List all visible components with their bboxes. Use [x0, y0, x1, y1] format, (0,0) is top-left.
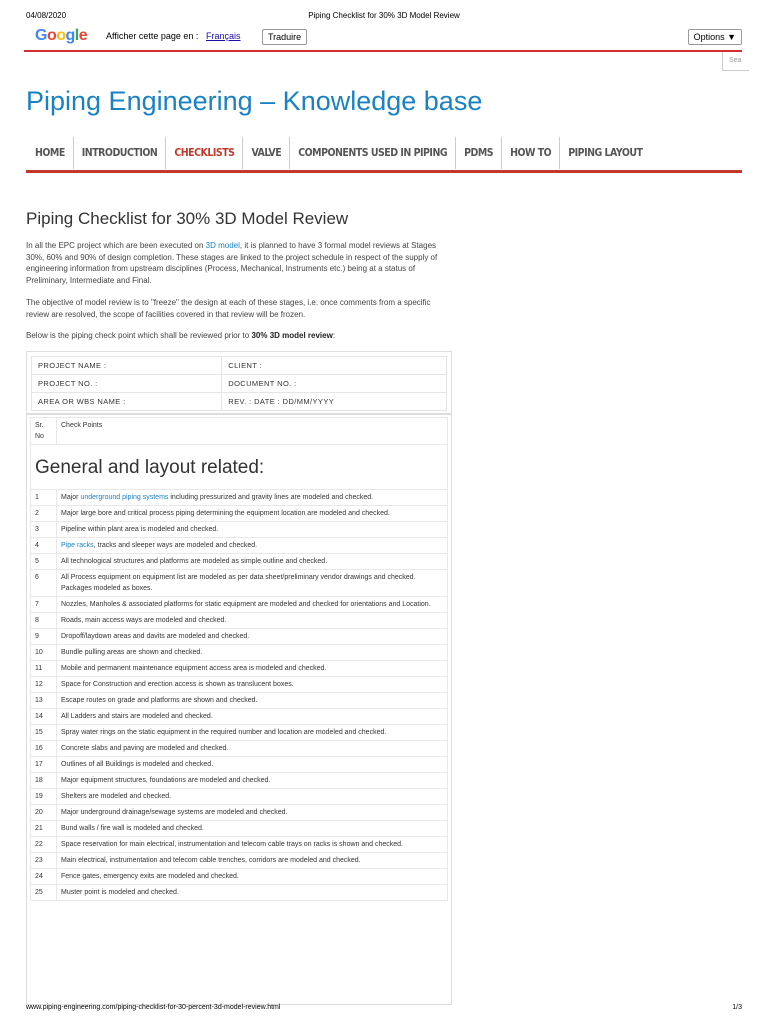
check-point-link[interactable]: underground piping systems — [80, 494, 169, 501]
nav-item-checklists[interactable]: CHECKLISTS — [166, 137, 243, 169]
check-point: Shelters are modeled and checked. — [57, 789, 448, 805]
table-row — [31, 853, 448, 869]
check-point: Roads, main access ways are modeled and checked. — [57, 613, 448, 629]
options-button[interactable]: Options ▼ — [688, 29, 742, 45]
project-info-cell: REV. : DATE : DD/MM/YYYY — [222, 393, 447, 411]
row-number: 16 — [31, 741, 57, 757]
nav-item-components-used-in-piping[interactable]: COMPONENTS USED IN PIPING — [290, 137, 456, 169]
print-title: Piping Checklist for 30% 3D Model Review — [308, 11, 460, 20]
table-row — [31, 613, 448, 629]
table-row — [31, 645, 448, 661]
project-info-row — [32, 375, 447, 393]
check-point: Major equipment structures, foundations are modeled and checked. — [57, 773, 448, 789]
table-row — [31, 837, 448, 853]
table-row — [31, 693, 448, 709]
project-info-cell: DOCUMENT NO. : — [222, 375, 447, 393]
row-number: 23 — [31, 853, 57, 869]
row-number: 2 — [31, 506, 57, 522]
print-url: www.piping-engineering.com/piping-checklist-for-30-percent-3d-model-review.html — [26, 1004, 281, 1011]
checklist-table — [26, 413, 452, 1005]
print-page-number: 1/3 — [732, 1004, 742, 1011]
nav-item-pdms[interactable]: PDMS — [456, 137, 502, 169]
check-point: Space reservation for main electrical, instrumentation and telecom cable trays on racks is shown and checked. — [57, 837, 448, 853]
intro-text-cont: , it is planned to have 3 formal model reviews at Stages 30%, 60% and 90% of design completion. These stages are linked to the project schedule in respect of the supply of engineering information from upstream disciplines (Process, Mechanical, Instruments etc.) being at a status of Preliminary, Intermediate and Final. — [26, 241, 438, 285]
check-point: All technological structures and platforms are modeled as simple outline and checked. — [57, 554, 448, 570]
table-row — [31, 538, 448, 554]
check-point: Mobile and permanent maintenance equipment access area is modeled and checked. — [57, 661, 448, 677]
check-point: Muster point is modeled and checked. — [57, 885, 448, 901]
row-number: 11 — [31, 661, 57, 677]
check-point: Space for Construction and erection access is shown as translucent boxes. — [57, 677, 448, 693]
intro-text: In all the EPC project which are been executed on — [26, 241, 206, 250]
row-number: 13 — [31, 693, 57, 709]
check-point: Bundle pulling areas are shown and checked. — [57, 645, 448, 661]
nav-item-home[interactable]: HOME — [26, 137, 74, 169]
check-point-link[interactable]: Pipe racks — [61, 542, 94, 549]
table-row — [31, 570, 448, 597]
project-info-cell: AREA OR WBS NAME : — [32, 393, 222, 411]
translate-prompt: Afficher cette page en : — [106, 31, 199, 41]
sr-no-header: Sr. No — [31, 418, 57, 445]
checkpoint-intro-colon: : — [332, 331, 336, 340]
row-number: 6 — [31, 570, 57, 597]
table-row — [31, 597, 448, 613]
check-points-header: Check Points — [57, 418, 448, 445]
row-number: 22 — [31, 837, 57, 853]
check-point: All Process equipment on equipment list are modeled as per data sheet/preliminary vendor drawings and checked. Packages modeled as boxes. — [57, 570, 448, 597]
3d-model-link[interactable]: 3D model — [205, 241, 240, 250]
project-info-row — [32, 357, 447, 375]
check-point: Escape routes on grade and platforms are shown and checked. — [57, 693, 448, 709]
check-point: Pipeline within plant area is modeled and checked. — [57, 522, 448, 538]
google-logo-letter: o — [56, 27, 66, 44]
nav-item-how-to[interactable]: HOW TO — [502, 137, 560, 169]
table-row — [31, 869, 448, 885]
google-logo-letter: e — [78, 27, 88, 44]
translate-bar — [24, 26, 742, 51]
nav-item-valve[interactable]: VALVE — [243, 137, 290, 169]
table-row — [31, 661, 448, 677]
table-row — [31, 490, 448, 506]
google-logo — [35, 27, 87, 45]
row-number: 9 — [31, 629, 57, 645]
section-heading: General and layout related: — [31, 445, 448, 490]
check-point: Major underground drainage/sewage systems are modeled and checked. — [57, 805, 448, 821]
site-title[interactable]: Piping Engineering – Knowledge base — [26, 86, 483, 116]
print-date: 04/08/2020 — [26, 11, 67, 20]
table-row — [31, 522, 448, 538]
table-row — [31, 506, 448, 522]
check-point: Main electrical, instrumentation and telecom cable trenches, corridors are modeled and checked. — [57, 853, 448, 869]
row-number: 20 — [31, 805, 57, 821]
nav-item-introduction[interactable]: INTRODUCTION — [74, 137, 167, 169]
search-input[interactable]: Sea — [722, 52, 749, 71]
row-number: 12 — [31, 677, 57, 693]
google-logo-letter: G — [35, 27, 47, 44]
language-link[interactable]: Français — [206, 31, 241, 41]
check-point — [57, 490, 448, 506]
top-divider — [24, 50, 742, 52]
row-number: 3 — [31, 522, 57, 538]
page-title: Piping Checklist for 30% 3D Model Review — [26, 209, 349, 228]
checkpoint-intro-bold: 30% 3D model review — [251, 331, 333, 340]
table-row — [31, 885, 448, 901]
google-logo-letter: o — [46, 27, 57, 44]
checklist-header-row — [31, 418, 448, 445]
row-number: 8 — [31, 613, 57, 629]
project-info-row — [32, 393, 447, 411]
check-point: Nozzles, Manholes & associated platforms for static equipment are modeled and checked for orientations and Location. — [57, 597, 448, 613]
section-row — [31, 445, 448, 490]
check-point: Concrete slabs and paving are modeled and checked. — [57, 741, 448, 757]
table-row — [31, 773, 448, 789]
intro-paragraph — [26, 240, 450, 286]
row-number: 19 — [31, 789, 57, 805]
table-row — [31, 554, 448, 570]
check-point: Dropoff/laydown areas and davits are modeled and checked. — [57, 629, 448, 645]
row-number: 1 — [31, 490, 57, 506]
row-number: 15 — [31, 725, 57, 741]
table-row — [31, 821, 448, 837]
row-number: 21 — [31, 821, 57, 837]
google-logo-letter: l — [74, 27, 79, 44]
project-info-table — [26, 351, 452, 415]
check-point: Spray water rings on the static equipment in the required number and location are modeled and checked. — [57, 725, 448, 741]
check-point: Major large bore and critical process piping determining the equipment location are modeled and checked. — [57, 506, 448, 522]
table-row — [31, 725, 448, 741]
check-point: Fence gates, emergency exits are modeled and checked. — [57, 869, 448, 885]
row-number: 14 — [31, 709, 57, 725]
objective-paragraph: The objective of model review is to "freeze" the design at each of these stages, i.e. once comments from a specific review are resolved, the scope of facilities covered in that review will be frozen. — [26, 298, 431, 319]
row-number: 24 — [31, 869, 57, 885]
row-number: 7 — [31, 597, 57, 613]
translate-button[interactable]: Traduire — [262, 29, 307, 45]
check-point — [57, 538, 448, 554]
row-number: 4 — [31, 538, 57, 554]
row-number: 17 — [31, 757, 57, 773]
check-point-text: , tracks and sleeper ways are modeled and checked. — [93, 542, 258, 549]
row-number: 25 — [31, 885, 57, 901]
project-info-cell: CLIENT : — [222, 357, 447, 375]
main-nav — [26, 137, 742, 169]
table-row — [31, 741, 448, 757]
nav-divider — [26, 170, 742, 173]
table-row — [31, 805, 448, 821]
checkpoint-intro-text: Below is the piping check point which shall be reviewed prior to — [26, 331, 252, 340]
nav-item-piping-layout[interactable]: PIPING LAYOUT — [568, 147, 643, 159]
check-point-text: including pressurized and gravity lines are modeled and checked. — [168, 494, 374, 501]
row-number: 10 — [31, 645, 57, 661]
table-row — [31, 789, 448, 805]
table-row — [31, 677, 448, 693]
checkpoint-intro — [26, 330, 450, 342]
row-number: 18 — [31, 773, 57, 789]
google-logo-letter: g — [65, 27, 75, 44]
check-point: Bund walls / fire wall is modeled and checked. — [57, 821, 448, 837]
check-point: Outlines of all Buildings is modeled and checked. — [57, 757, 448, 773]
table-row — [31, 709, 448, 725]
check-point-text: Major — [61, 494, 81, 501]
project-info-cell: PROJECT NAME : — [32, 357, 222, 375]
table-row — [31, 629, 448, 645]
row-number: 5 — [31, 554, 57, 570]
check-point: All Ladders and stairs are modeled and checked. — [57, 709, 448, 725]
project-info-cell: PROJECT NO. : — [32, 375, 222, 393]
table-row — [31, 757, 448, 773]
